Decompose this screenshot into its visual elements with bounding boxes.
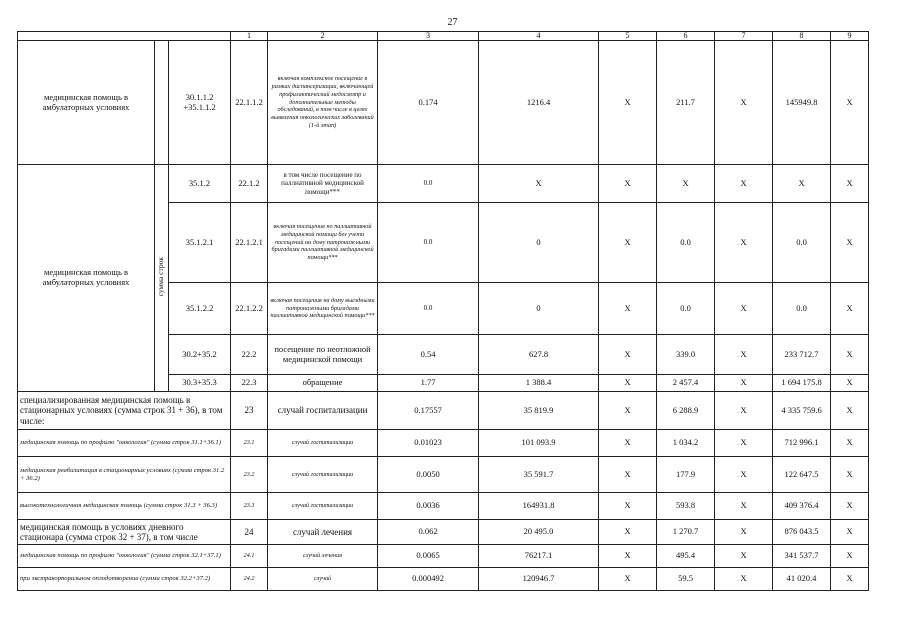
col-header: 2 [268,32,378,41]
cell-value: X [715,493,773,520]
table-row [18,568,869,591]
cell-value: 59.5 [657,568,715,591]
cell-value: 20 495.0 [479,520,599,545]
cell-value: 211.7 [657,41,715,165]
cell-value: 0.0 [657,283,715,335]
header-row [18,32,869,41]
row-number: 22.3 [231,375,268,392]
cell-value: 122 647.5 [773,457,831,493]
col-header: 3 [378,32,479,41]
cell-value: X [773,165,831,203]
cell-value: 1 694 175.8 [773,375,831,392]
cell-value: X [599,457,657,493]
cell-value: X [599,520,657,545]
cell-value: X [599,375,657,392]
cell-value: 2 457.4 [657,375,715,392]
cell-value: 1216.4 [479,41,599,165]
row-code: 30.1.1.2 +35.1.1.2 [169,41,231,165]
row-code: 30.2+35.2 [169,335,231,375]
cell-value: X [831,203,869,283]
cell-value: X [831,41,869,165]
cell-value: X [599,165,657,203]
page-number: 27 [447,17,458,28]
row-number: 22.1.2 [231,165,268,203]
row-number: 24.1 [231,545,268,568]
cell-value: 76217.1 [479,545,599,568]
row-number: 22.2 [231,335,268,375]
cell-value: X [831,283,869,335]
row-code: 35.1.2.1 [169,203,231,283]
row-name: включая посещения на дому выездными патронажными бригадами паллиативной медицинской помощи*** [268,283,378,335]
cell-value: 495.4 [657,545,715,568]
table-row [18,392,869,430]
table-row [18,545,869,568]
cell-value: X [599,545,657,568]
col-header: 8 [773,32,831,41]
cell-value: 341 537.7 [773,545,831,568]
row-code: 30.3+35.3 [169,375,231,392]
cell-value: X [831,375,869,392]
row-group-label: медицинская помощь в амбулаторных условиях [18,165,155,392]
row-group-label: медицинская помощь в амбулаторных условиях [18,41,155,165]
cell-value: X [715,165,773,203]
cell-value: X [831,568,869,591]
cell-value: 0 [479,283,599,335]
cell-value: 0.17557 [378,392,479,430]
table-row [18,493,869,520]
cell-value: X [599,203,657,283]
cell-value: 0.0 [773,203,831,283]
row-label: медицинская помощь по профилю "онкология" (сумма строк 31.1+36.1) [18,430,231,457]
cell-value: X [599,335,657,375]
cell-value: 0.174 [378,41,479,165]
row-number: 22.1.2.1 [231,203,268,283]
row-name: обращение [268,375,378,392]
row-number: 22.1.2.2 [231,283,268,335]
cell-value: X [831,335,869,375]
row-number: 23.2 [231,457,268,493]
cell-value: X [479,165,599,203]
cell-value: X [715,568,773,591]
row-label: медицинская помощь в условиях дневного стационара (сумма строк 32 + 37), в том числе [18,520,231,545]
cell-value: 4 335 759.6 [773,392,831,430]
cell-value: X [831,430,869,457]
cell-value: X [715,545,773,568]
cell-value: 145949.8 [773,41,831,165]
row-name: посещение по неотложной медицинской помощи [268,335,378,375]
cell-value: X [715,375,773,392]
cell-value: X [831,545,869,568]
cell-value: 164931.8 [479,493,599,520]
row-name: включая комплексное посещение в рамках диспансеризации, включающей профилактический медосмотр и дополнительные методы обследований, в том числе в целях выявления онкологических заболеваний (1-й этап) [268,41,378,165]
cell-value: 0.0 [378,165,479,203]
cell-value: 1.77 [378,375,479,392]
table-row [18,165,869,203]
cell-value: X [657,165,715,203]
cell-value: X [599,283,657,335]
cell-value: 0.062 [378,520,479,545]
row-number: 23.3 [231,493,268,520]
cell-value: 0.0 [657,203,715,283]
row-name: случай госпитализации [268,493,378,520]
data-table [17,31,869,591]
cell-value: 409 376.4 [773,493,831,520]
cell-value: X [599,430,657,457]
col-header: 4 [479,32,599,41]
cell-value: X [599,568,657,591]
row-label: медицинская помощь по профилю "онкология" (сумма строк 32.1+37.1) [18,545,231,568]
col-header: 5 [599,32,657,41]
row-name: включая посещения по паллиативной медицинской помощи без учета посещений на дому патронажными бригадами паллиативной медицинской помощи*** [268,203,378,283]
row-name: случай госпитализации [268,457,378,493]
cell-value: X [599,41,657,165]
cell-value: X [599,392,657,430]
cell-value: X [831,493,869,520]
row-label: при экстракорпоральном оплодотворении (сумма строк 32.2+37.2) [18,568,231,591]
cell-value: 0 [479,203,599,283]
cell-value: 35 819.9 [479,392,599,430]
cell-value: X [715,392,773,430]
cell-value: X [715,520,773,545]
vertical-label: сумма строк [156,256,166,297]
row-name: случай [268,568,378,591]
row-name: в том числе посещение по паллиативной медицинской помощи*** [268,165,378,203]
cell-value: 1 388.4 [479,375,599,392]
cell-value: 1 270.7 [657,520,715,545]
cell-value: 0.0036 [378,493,479,520]
row-number: 22.1.1.2 [231,41,268,165]
row-name: случай госпитализации [268,392,378,430]
cell-value: 0.0 [378,203,479,283]
cell-value: 627.8 [479,335,599,375]
row-name: случай госпитализации [268,430,378,457]
cell-value: X [831,520,869,545]
cell-value: 233 712.7 [773,335,831,375]
cell-value: 0.54 [378,335,479,375]
row-number: 24 [231,520,268,545]
sum-label-cell [155,165,169,392]
table-row [18,520,869,545]
cell-value: 712 996.1 [773,430,831,457]
cell-value: X [715,335,773,375]
cell-value: 593.8 [657,493,715,520]
row-label: медицинская реабилитация в стационарных условиях (сумма строк 31.2 + 36.2) [18,457,231,493]
row-number: 23 [231,392,268,430]
cell-value: 120946.7 [479,568,599,591]
row-number: 23.1 [231,430,268,457]
row-number: 24.2 [231,568,268,591]
cell-value: 0.0 [378,283,479,335]
col-header: 9 [831,32,869,41]
cell-value: 41 020.4 [773,568,831,591]
cell-value: 876 043.5 [773,520,831,545]
cell-value: 0.0065 [378,545,479,568]
cell-value: X [831,392,869,430]
col-header: 6 [657,32,715,41]
table-row [18,457,869,493]
row-name: случай лечения [268,545,378,568]
cell-value: 0.01023 [378,430,479,457]
cell-value: 1 034.2 [657,430,715,457]
row-name: случай лечения [268,520,378,545]
row-code: 35.1.2 [169,165,231,203]
cell-value: X [599,493,657,520]
table-row [18,41,869,165]
row-code: 35.1.2.2 [169,283,231,335]
cell-value: X [715,41,773,165]
cell-value: 35 591.7 [479,457,599,493]
cell-value: X [715,283,773,335]
cell-value: 0.000492 [378,568,479,591]
cell-value: X [715,457,773,493]
cell-value: X [831,457,869,493]
cell-value: 339.0 [657,335,715,375]
cell-value: 0.0 [773,283,831,335]
cell-value: 177.9 [657,457,715,493]
col-header: 7 [715,32,773,41]
cell-value: 101 093.9 [479,430,599,457]
cell-value: X [831,165,869,203]
cell-value: 6 288.9 [657,392,715,430]
table-row [18,430,869,457]
col-header: 1 [231,32,268,41]
cell-value: X [715,203,773,283]
cell-value: X [715,430,773,457]
row-label: специализированная медицинская помощь в стационарных условиях (сумма строк 31 + 36), в том числе: [18,392,231,430]
cell-value: 0.0050 [378,457,479,493]
row-label: высокотехнологичная медицинская помощь (сумма строк 31.3 + 36.3) [18,493,231,520]
